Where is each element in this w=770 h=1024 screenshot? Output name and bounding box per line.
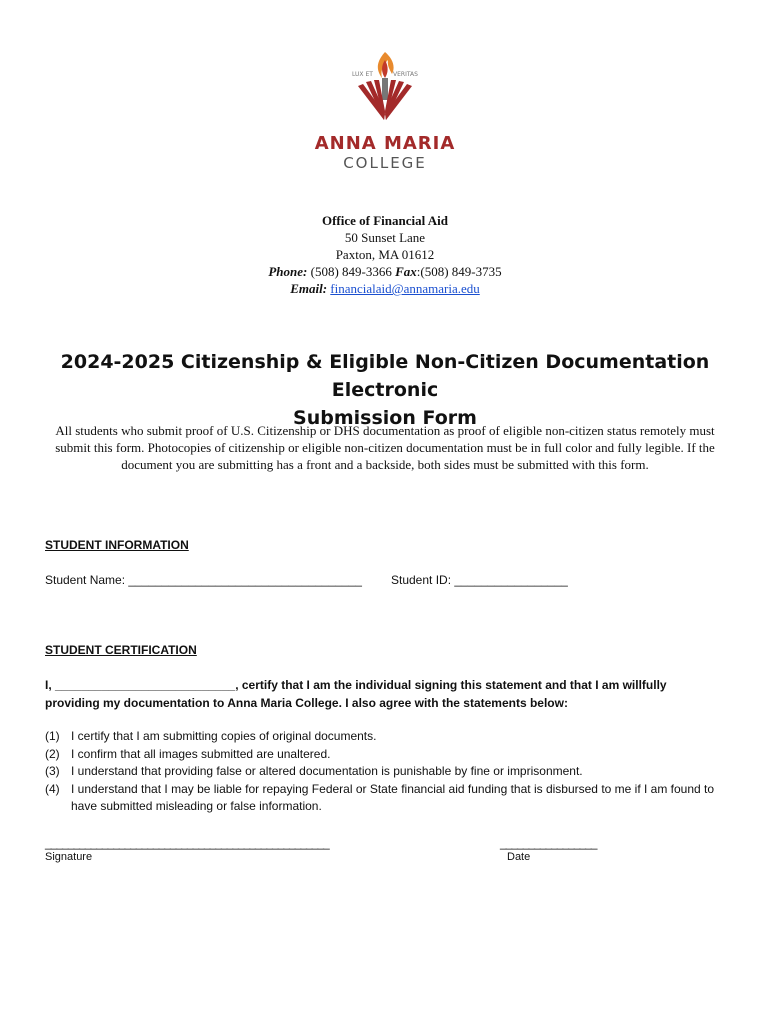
student-certification-heading: STUDENT CERTIFICATION [45,643,197,657]
item-number: (4) [45,781,60,796]
intro-paragraph: All students who submit proof of U.S. Citizenship or DHS documentation as proof of eligible non-citizen status remotely must submit this form. Photocopies of citizenship or eligible non-citizen documentation must be in full color and fully legible. If the document you are submitting has a front and a backside, both sides must be submitted with this form. [55,423,715,472]
certification-statement-line2: providing my documentation to Anna Maria College. I also agree with the statements below: [45,696,568,710]
student-id-field[interactable]: Student ID: _________________ [391,573,568,587]
office-city: Paxton, MA 01612 [335,247,435,262]
list-item [45,781,715,816]
college-name-line1: ANNA MARIA [314,133,456,154]
office-title: Office of Financial Aid [321,213,449,228]
item-text: I confirm that all images submitted are unaltered. [71,746,331,761]
office-street: 50 Sunset Lane [344,230,426,245]
list-item [45,728,715,746]
form-title-line2: Submission Form [293,407,477,429]
phone-label: Phone: [268,264,308,279]
email-link[interactable]: financialaid@annamaria.edu [330,281,480,296]
motto-left: LUX ET [352,71,373,78]
signature-line[interactable]: __________________________________________________ [45,836,329,850]
item-text: I certify that I am submitting copies of original documents. [71,729,377,743]
torch-icon [382,78,388,100]
signature-label: Signature [45,851,93,863]
email-label: Email: [290,281,328,296]
item-text: I understand that providing false or altered documentation is punishable by fine or imprisonment. [71,764,583,778]
office-email [0,280,770,297]
certification-statement [45,676,725,712]
item-number: (3) [45,764,60,778]
date-line[interactable]: _________________ [500,836,597,850]
list-item [45,746,715,764]
college-name-line2: COLLEGE [343,154,427,172]
fax-label: Fax [395,264,417,279]
item-number: (1) [45,729,60,743]
item-number: (2) [45,746,60,761]
item-text: I understand that I may be liable for repaying Federal or State financial aid funding that is disbursed to me if I am found to have submitted misleading or false information. [71,781,715,813]
date-label: Date [507,851,531,863]
fax-number: :(508) 849-3735 [416,264,502,279]
motto-right: VERITAS [393,71,418,78]
phone-number: (508) 849-3366 [310,264,392,279]
office-address-block [0,212,770,297]
student-information-heading: STUDENT INFORMATION [45,538,189,552]
office-phone-fax [0,263,770,280]
certification-statements-list [45,728,715,816]
student-name-field[interactable]: Student Name: ___________________________________ [45,573,362,587]
form-title-line1: 2024-2025 Citizenship & Eligible Non-Citizen Documentation Electronic [60,351,710,401]
list-item [45,763,715,781]
certification-statement-line1[interactable]: I, ___________________________, certify that I am the individual signing this statement and that I am willfully [45,678,667,692]
form-title [40,348,730,432]
